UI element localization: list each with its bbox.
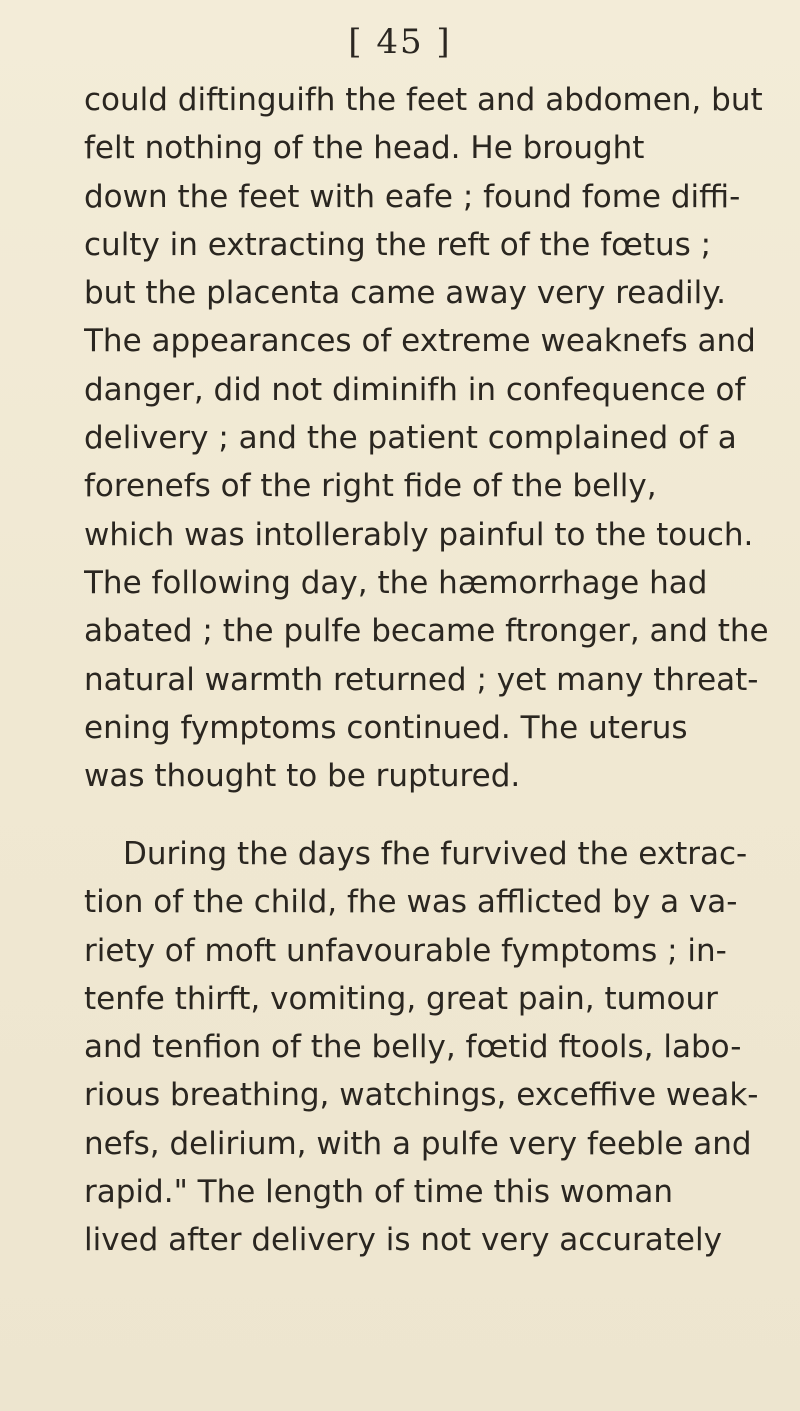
- text-line: culty in extracting the reft of the fœtus ;: [84, 226, 712, 263]
- text-line: lived after delivery is not very accurately: [84, 1222, 722, 1259]
- text-line: ening fymptoms continued. The uterus: [84, 709, 688, 746]
- text-line: danger, did not diminifh in confequence of: [84, 371, 746, 408]
- text-line: rious breathing, watchings, exceffive weak-: [84, 1077, 759, 1114]
- text-line: down the feet with eafe ; found fome diffi-: [84, 178, 741, 215]
- text-line: could diftinguifh the feet and abdomen, but: [84, 82, 763, 118]
- text-line: natural warmth returned ; yet many threat-: [84, 661, 759, 698]
- text-line: tenfe thirft, vomiting, great pain, tumour: [84, 980, 718, 1017]
- text-line: During the days fhe furvived the extrac-: [123, 836, 748, 872]
- text-line: rapid." The length of time this woman: [84, 1174, 674, 1211]
- paragraph-1: [84, 76, 784, 800]
- text-line: The following day, the hæmorrhage had: [84, 564, 708, 601]
- text-line: delivery ; and the patient complained of a: [84, 420, 737, 457]
- text-line: was thought to be ruptured.: [84, 758, 521, 795]
- text-line: and tenfion of the belly, fœtid ftools, labo-: [84, 1029, 742, 1066]
- text-line: abated ; the pulfe became ftronger, and the: [84, 613, 769, 650]
- text-line: but the placenta came away very readily.: [84, 275, 727, 312]
- text-line: The appearances of extreme weaknefs and: [84, 323, 756, 360]
- text-line: riety of moft unfavourable fymptoms ; in-: [84, 932, 727, 969]
- text-line: tion of the child, fhe was afflicted by a va-: [84, 884, 738, 921]
- text-line: forenefs of the right fide of the belly,: [84, 468, 657, 505]
- text-line: nefs, delirium, with a pulfe very feeble and: [84, 1125, 752, 1162]
- page-number: [ 45 ]: [348, 22, 452, 62]
- text-line: felt nothing of the head. He brought: [84, 130, 645, 167]
- paragraph-2: [84, 830, 784, 1265]
- text-line: which was intollerably painful to the touch.: [84, 516, 754, 553]
